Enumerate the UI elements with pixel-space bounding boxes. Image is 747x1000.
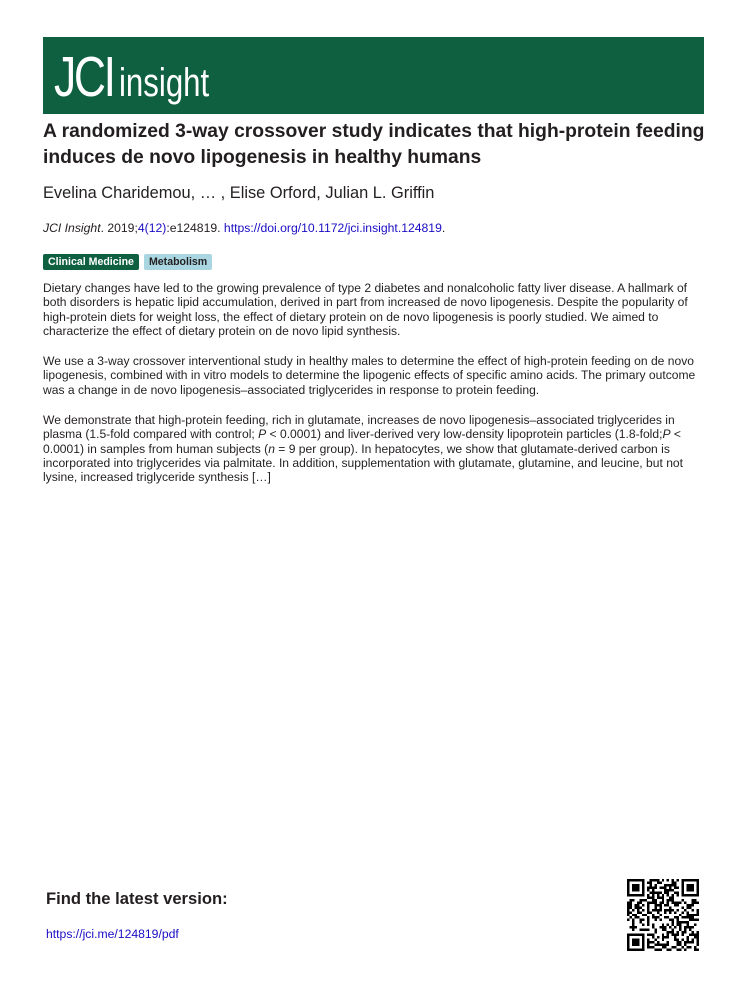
citation-journal: JCI Insight (43, 221, 101, 235)
abstract (43, 281, 705, 501)
latest-version-link[interactable]: https://jci.me/124819/pdf (46, 927, 179, 941)
citation-article-id: :e124819. (166, 221, 224, 235)
journal-banner (43, 37, 704, 114)
results-text-a: We demonstrate that high-protein feeding, rich in glutamate, increases de novo lipogenesis–associated triglycerides in plasma (1.5-fold compared with control; (43, 413, 675, 442)
results-p-symbol-2: P (662, 427, 671, 442)
results-n-symbol: n (268, 441, 275, 456)
abstract-paragraph-results (43, 413, 705, 484)
abstract-paragraph-methods: We use a 3-way crossover interventional study in healthy males to determine the effect of high-protein feeding on de novo lipogenesis, combined with in vitro models to determine the lipogenic effects of specific amino acids. The primary outcome was a change in de novo lipogenesis–associated triglycerides in response to protein feeding. (43, 354, 696, 397)
citation-volume-link[interactable]: 4(12) (137, 221, 167, 235)
qr-code-icon[interactable] (627, 879, 699, 951)
citation-year: . 2019; (100, 221, 138, 235)
journal-logo[interactable] (43, 45, 234, 109)
doi-link[interactable]: https://doi.org/10.1172/jci.insight.124819 (223, 221, 442, 235)
abstract-paragraph-background: Dietary changes have led to the growing prevalence of type 2 diabetes and nonalcoholic fatty liver disease. A hallmark of both disorders is hepatic lipid accumulation, derived in part from increased de novo lipogenesis. Despite the popularity of high-protein diets for weight loss, the effect of dietary protein on de novo lipogenesis is poorly studied. We aimed to characterize the effect of dietary protein on de novo lipid synthesis. (43, 281, 688, 338)
logo-insight-text: insight (118, 61, 209, 105)
author-list: Evelina Charidemou, … , Elise Orford, Julian L. Griffin (43, 184, 435, 202)
article-title: A randomized 3-way crossover study indicates that high-protein feeding induces de novo lipogenesis in healthy humans (43, 121, 705, 168)
results-text-c: < 0.0001) in samples from human subjects ( (43, 427, 681, 456)
results-p-symbol-1: P (258, 427, 267, 442)
tag-clinical-medicine[interactable]: Clinical Medicine (43, 254, 139, 270)
results-text-d: = 9 per group). In hepatocytes, we show that glutamate-derived carbon is incorporated into triglycerides via palmitate. In addition, supplementation with glutamate, glutamine, and leucine, but not lysine, increased triglyceride synthesis […] (43, 441, 684, 485)
logo-jci-text: JCI (54, 45, 114, 109)
subject-tags (43, 254, 212, 270)
tag-metabolism[interactable]: Metabolism (144, 254, 212, 270)
latest-version-heading: Find the latest version: (46, 889, 228, 908)
results-text-b: < 0.0001) and liver-derived very low-density lipoprotein particles (1.8-fold; (266, 427, 663, 442)
citation-tail: . (441, 221, 446, 235)
citation-line (43, 221, 445, 235)
